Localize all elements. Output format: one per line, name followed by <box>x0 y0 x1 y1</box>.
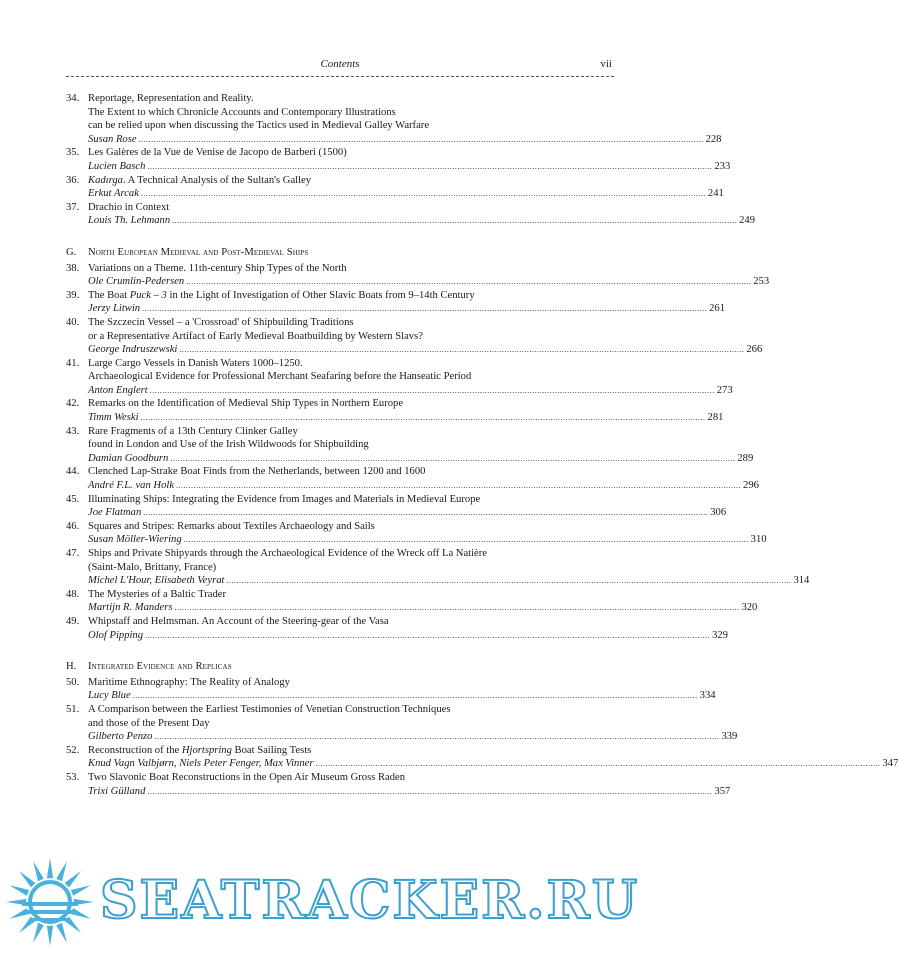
toc-entry[interactable] <box>66 615 728 642</box>
entry-title-line: Large Cargo Vessels in Danish Waters 1000–1250. <box>88 357 303 369</box>
entry-author: George Indruszewski <box>88 344 178 356</box>
entry-number: 50. <box>66 676 80 688</box>
toc-entry[interactable] <box>66 547 810 588</box>
leader-dots <box>139 133 704 147</box>
entry-author: Susan Rose <box>88 133 137 145</box>
entry-title-line: The Szczecin Vessel – a 'Crossroad' of Shipbuilding Traditions <box>88 316 354 328</box>
entry-number: 34. <box>66 93 80 104</box>
entry-author: Timm Weski <box>88 412 139 424</box>
entry-number: 47. <box>66 548 80 559</box>
entry-number: 43. <box>66 425 80 437</box>
entry-number: 51. <box>66 703 80 715</box>
leader-dots <box>176 479 741 493</box>
entry-page-number: 241 <box>707 188 724 200</box>
sun-ray <box>56 923 67 943</box>
entry-title-line: Reconstruction of the Hjortspring Boat Sailing Tests <box>88 744 312 756</box>
entry-author: Jerzy Litwin <box>88 303 141 315</box>
leader-dots <box>150 384 715 398</box>
entry-title-line: and those of the Present Day <box>88 717 210 729</box>
toc-entry[interactable] <box>66 357 733 398</box>
leader-dots <box>186 275 751 289</box>
toc-entry[interactable] <box>66 92 722 146</box>
entry-page-number: 253 <box>753 276 770 288</box>
section-letter: G. <box>66 246 77 258</box>
entry-page-number: 233 <box>714 160 731 172</box>
entry-author: Louis Th. Lehmann <box>88 215 171 227</box>
entry-number: 48. <box>66 588 80 600</box>
section-letter: H. <box>66 661 77 673</box>
leader-dots <box>226 574 791 588</box>
entry-author: Anton Englert <box>88 384 148 396</box>
entry-author: Susan Möller-Wiering <box>88 534 182 546</box>
entry-author: Damian Goodburn <box>88 452 169 464</box>
entry-title-line: can be relied upon when discussing the Tactics used in Medieval Galley Warfare <box>88 120 430 132</box>
page-number: vii <box>600 58 612 70</box>
sun-ray <box>19 871 36 888</box>
sun-ray <box>33 861 44 881</box>
entry-title-line: Two Slavonic Boat Reconstructions in the Open Air Museum Gross Raden <box>88 771 406 783</box>
entry-title-line: Les Galères de la Vue de Venise de Jacopo de Barberi (1500) <box>88 147 347 159</box>
watermark <box>0 850 670 953</box>
entry-author: Gilberto Penzo <box>88 731 153 743</box>
toc-entry[interactable] <box>66 744 898 771</box>
entry-number: 41. <box>66 357 80 369</box>
toc-entry[interactable] <box>66 397 724 424</box>
section-heading <box>66 660 614 674</box>
entry-number: 49. <box>66 615 80 627</box>
watermark-text: SEATRACKER.RU <box>100 870 640 931</box>
entry-page-number: 320 <box>741 602 758 614</box>
sun-ray <box>71 885 91 896</box>
toc-entry[interactable] <box>66 262 770 289</box>
section-heading <box>66 246 614 260</box>
entry-number: 38. <box>66 262 80 274</box>
entry-title-line: Remarks on the Identification of Medieval Ship Types in Northern Europe <box>88 398 404 410</box>
toc-entry[interactable] <box>66 146 731 173</box>
entry-page-number: 306 <box>710 507 727 519</box>
toc-entry[interactable] <box>66 493 727 520</box>
toc-section <box>66 92 756 228</box>
sun-logo-icon <box>4 856 96 948</box>
table-of-contents <box>66 92 898 798</box>
entry-number: 52. <box>66 744 80 756</box>
leader-dots <box>145 629 710 643</box>
entry-page-number: 329 <box>712 629 728 641</box>
leader-dots <box>141 411 706 425</box>
entry-title-line: A Comparison between the Earliest Testimonies of Venetian Construction Techniques <box>88 703 451 715</box>
entry-title-line: The Boat Puck – 3 in the Light of Investigation of Other Slavic Boats from 9–14th Century <box>88 289 475 301</box>
toc-section <box>66 660 898 798</box>
entry-title-line: Rare Fragments of a 13th Century Clinker Galley <box>88 425 298 437</box>
entry-number: 53. <box>66 771 80 783</box>
entry-page-number: 334 <box>699 690 716 702</box>
entry-title-line: Kadırga. A Technical Analysis of the Sultan's Galley <box>88 174 312 186</box>
entry-title-line: Clenched Lap-Strake Boat Finds from the Netherlands, between 1200 and 1600 <box>88 466 426 478</box>
toc-entry[interactable] <box>66 703 738 744</box>
entry-author: Lucy Blue <box>88 690 131 702</box>
entry-title-line: Variations on a Theme. 11th-century Ship Types of the North <box>88 262 347 274</box>
entry-page-number: 261 <box>709 303 725 315</box>
entry-page-number: 357 <box>714 785 731 797</box>
toc-entry[interactable] <box>66 676 716 703</box>
entry-number: 35. <box>66 147 80 159</box>
leader-dots <box>143 506 708 520</box>
entry-title-line: or a Representative Artifact of Early Medieval Boatbuilding by Western Slavs? <box>88 330 423 342</box>
entry-title-line: Maritime Ethnography: The Reality of Analogy <box>88 676 290 688</box>
leader-dots <box>142 302 707 316</box>
entry-page-number: 296 <box>743 480 759 492</box>
entry-title-line: Illuminating Ships: Integrating the Evidence from Images and Materials in Medieval Europe <box>88 493 481 505</box>
entry-number: 46. <box>66 520 80 532</box>
toc-entry[interactable] <box>66 201 756 228</box>
entry-title-line: The Mysteries of a Baltic Trader <box>88 588 226 600</box>
section-title: Integrated Evidence and Replicas <box>88 661 232 673</box>
entry-title-line: Archaeological Evidence for Professional Merchant Seafaring before the Hanseatic Period <box>88 371 472 383</box>
header-rule <box>66 76 614 77</box>
entry-author: Knud Vagn Valbjørn, Niels Peter Fenger, Max Vinner <box>88 758 314 770</box>
entry-author: Lucien Basch <box>88 160 146 172</box>
entry-title-line: Ships and Private Shipyards through the Archaeological Evidence of the Wreck off La Natière <box>88 548 487 559</box>
toc-entry[interactable] <box>66 289 725 316</box>
entry-page-number: 281 <box>707 412 724 424</box>
entry-page-number: 273 <box>716 384 733 396</box>
running-title: Contents <box>320 58 360 70</box>
running-header <box>66 58 614 74</box>
entry-title-line: (Saint-Malo, Brittany, France) <box>88 561 217 573</box>
leader-dots <box>179 343 744 357</box>
leader-dots <box>154 730 719 744</box>
toc-entry[interactable] <box>66 588 758 615</box>
entry-number: 37. <box>66 201 80 213</box>
sun-ray <box>9 885 29 896</box>
toc-entry[interactable] <box>66 425 754 466</box>
entry-author: Olof Pipping <box>88 629 144 641</box>
sun-ray <box>56 861 67 881</box>
entry-page-number: 266 <box>746 344 763 356</box>
entry-author: Joe Flatman <box>88 507 142 519</box>
entry-title-line: The Extent to which Chronicle Accounts and Contemporary Illustrations <box>88 106 396 118</box>
toc-entry[interactable] <box>66 520 767 547</box>
leader-dots <box>184 533 749 547</box>
leader-dots <box>141 187 706 201</box>
leader-dots <box>174 601 739 615</box>
entry-number: 42. <box>66 398 80 410</box>
entry-number: 36. <box>66 174 80 186</box>
entry-author: Erkut Arcak <box>88 188 139 200</box>
leader-dots <box>315 757 880 771</box>
entry-author: Ole Crumlin-Pedersen <box>88 276 185 288</box>
toc-section <box>66 246 810 642</box>
leader-dots <box>172 214 737 228</box>
entry-author: Michel L'Hour, Elisabeth Veyrat <box>88 575 225 587</box>
entry-number: 44. <box>66 466 80 478</box>
sun-ray <box>47 858 53 878</box>
entry-page-number: 339 <box>721 731 738 743</box>
entry-author: Martijn R. Manders <box>88 602 173 614</box>
entry-title-line: found in London and Use of the Irish Wildwoods for Shipbuilding <box>88 439 369 451</box>
sun-ray <box>47 926 53 946</box>
entry-number: 40. <box>66 316 80 328</box>
entry-author: André F.L. van Holk <box>88 480 175 492</box>
sun-ray <box>65 871 82 888</box>
leader-dots <box>147 785 712 799</box>
entry-title-line: Reportage, Representation and Reality. <box>88 93 254 104</box>
toc-entry[interactable] <box>66 465 759 492</box>
entry-title-line: Squares and Stripes: Remarks about Textiles Archaeology and Sails <box>88 520 375 532</box>
leader-dots <box>147 160 712 174</box>
toc-entry[interactable] <box>66 174 724 201</box>
leader-dots <box>133 689 698 703</box>
entry-number: 45. <box>66 493 80 505</box>
entry-title-line: Drachio in Context <box>88 201 170 213</box>
entry-page-number: 347 <box>882 758 898 770</box>
entry-page-number: 289 <box>737 452 754 464</box>
entry-page-number: 228 <box>705 133 722 145</box>
sun-ray <box>33 923 44 943</box>
entry-page-number: 249 <box>739 215 756 227</box>
leader-dots <box>170 452 735 466</box>
entry-author: Trixi Gülland <box>88 785 146 797</box>
entry-page-number: 314 <box>793 575 810 587</box>
section-title: North European Medieval and Post-Medieval Ships <box>88 246 309 258</box>
entry-page-number: 310 <box>750 534 767 546</box>
toc-entry[interactable] <box>66 771 731 798</box>
entry-title-line: Whipstaff and Helmsman. An Account of the Steering-gear of the Vasa <box>88 615 389 627</box>
entry-number: 39. <box>66 289 80 301</box>
toc-entry[interactable] <box>66 316 763 357</box>
